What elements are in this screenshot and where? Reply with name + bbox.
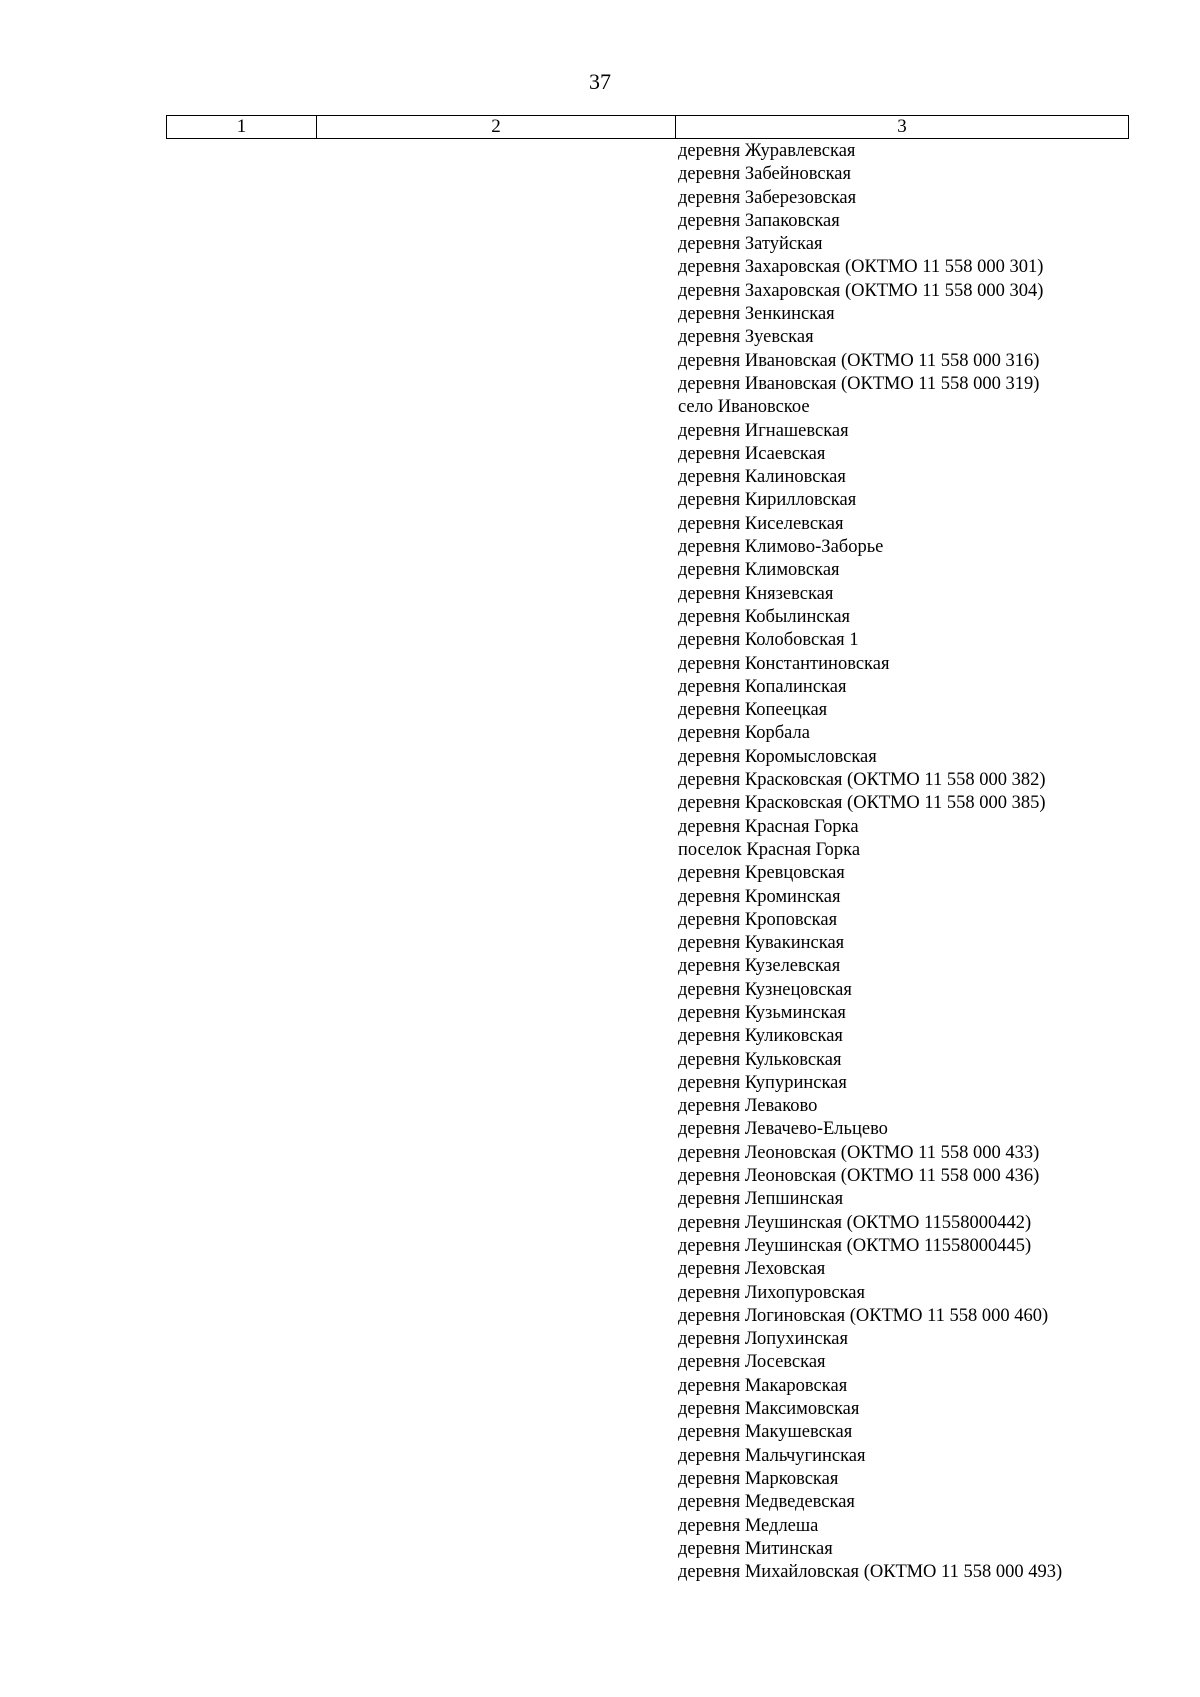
settlement-item: деревня Купуринская (678, 1072, 847, 1093)
settlement-item: деревня Кузнецовская (678, 979, 852, 1000)
settlement-item: деревня Леушинская (ОКТМО 11558000442) (678, 1212, 1032, 1233)
settlement-item: деревня Копалинская (678, 676, 847, 697)
settlement-item: деревня Кроповская (678, 909, 838, 930)
settlement-item: деревня Леушинская (ОКТМО 11558000445) (678, 1235, 1032, 1256)
settlement-item: деревня Кульковская (678, 1049, 842, 1070)
column-2-header: 2 (317, 116, 676, 139)
settlement-item: деревня Князевская (678, 583, 834, 604)
settlement-item: деревня Забейновская (678, 164, 852, 185)
settlement-item: деревня Куликовская (678, 1026, 843, 1047)
settlement-item: деревня Киселевская (678, 513, 844, 534)
settlement-item: деревня Лепшинская (678, 1189, 844, 1210)
table-header (166, 115, 1129, 139)
page-number: 37 (589, 69, 611, 94)
settlement-item: деревня Марковская (678, 1468, 839, 1489)
settlement-item: поселок Красная Горка (678, 839, 861, 860)
settlement-item: деревня Макушевская (678, 1422, 853, 1443)
settlement-item: деревня Логиновская (ОКТМО 11 558 000 460) (678, 1305, 1049, 1326)
settlement-item: деревня Копеецкая (678, 700, 828, 721)
settlement-item: деревня Ивановская (ОКТМО 11 558 000 319) (678, 373, 1040, 394)
settlement-item: деревня Игнашевская (678, 420, 849, 441)
settlement-item: деревня Левачево-Ельцево (678, 1119, 888, 1140)
settlement-item: деревня Митинская (678, 1538, 833, 1559)
settlement-item: деревня Колобовская 1 (678, 630, 859, 651)
settlement-item: деревня Медведевская (678, 1492, 855, 1513)
settlement-item: деревня Леоновская (ОКТМО 11 558 000 436) (678, 1166, 1040, 1187)
settlement-item: деревня Журавлевская (678, 141, 856, 161)
settlement-item: деревня Кобылинская (678, 606, 851, 627)
settlement-item: деревня Зенкинская (678, 304, 835, 325)
settlement-item: деревня Ивановская (ОКТМО 11 558 000 316) (678, 350, 1040, 371)
settlement-item: деревня Кузелевская (678, 956, 841, 977)
settlement-item: деревня Медлеша (678, 1515, 819, 1536)
settlement-item: деревня Максимовская (678, 1399, 860, 1420)
settlement-item: деревня Леоновская (ОКТМО 11 558 000 433) (678, 1142, 1040, 1163)
settlement-item: деревня Лопухинская (678, 1329, 849, 1350)
settlement-item: деревня Кирилловская (678, 490, 857, 511)
settlement-item: деревня Затуйская (678, 234, 823, 255)
settlement-item: деревня Зуевская (678, 327, 814, 348)
settlement-item: деревня Климовская (678, 560, 840, 581)
settlement-item: деревня Коромысловская (678, 746, 877, 767)
settlement-item: деревня Кувакинская (678, 933, 845, 954)
settlement-item: деревня Климово-Заборье (678, 537, 884, 558)
settlement-item: деревня Леваково (678, 1096, 818, 1117)
settlement-item: деревня Кроминская (678, 886, 841, 907)
settlement-list (678, 140, 1062, 1584)
settlement-item: деревня Красная Горка (678, 816, 859, 837)
column-3-header: 3 (676, 116, 1129, 139)
settlement-item: деревня Макаровская (678, 1375, 848, 1396)
settlement-item: деревня Заберезовская (678, 187, 857, 208)
settlement-item: деревня Красковская (ОКТМО 11 558 000 382) (678, 770, 1046, 791)
settlement-item: деревня Леховская (678, 1259, 826, 1280)
settlement-item: деревня Корбала (678, 723, 811, 744)
settlement-item: деревня Кревцовская (678, 863, 845, 884)
settlement-item: деревня Лосевская (678, 1352, 826, 1373)
column-1-header: 1 (167, 116, 317, 139)
settlement-item: деревня Захаровская (ОКТМО 11 558 000 304) (678, 280, 1044, 301)
settlement-item: деревня Запаковская (678, 210, 840, 231)
table-header-row (167, 116, 1129, 139)
settlement-item: село Ивановское (678, 397, 810, 418)
settlement-item: деревня Лихопуровская (678, 1282, 866, 1303)
settlement-item: деревня Константиновская (678, 653, 890, 674)
settlement-item: деревня Исаевская (678, 443, 826, 464)
settlement-item: деревня Михайловская (ОКТМО 11 558 000 493) (678, 1562, 1063, 1583)
settlement-item: деревня Кузьминская (678, 1002, 846, 1023)
settlement-item: деревня Калиновская (678, 467, 846, 488)
settlement-item: деревня Красковская (ОКТМО 11 558 000 385) (678, 793, 1046, 814)
settlement-item: деревня Захаровская (ОКТМО 11 558 000 301) (678, 257, 1044, 278)
settlement-item: деревня Мальчугинская (678, 1445, 866, 1466)
